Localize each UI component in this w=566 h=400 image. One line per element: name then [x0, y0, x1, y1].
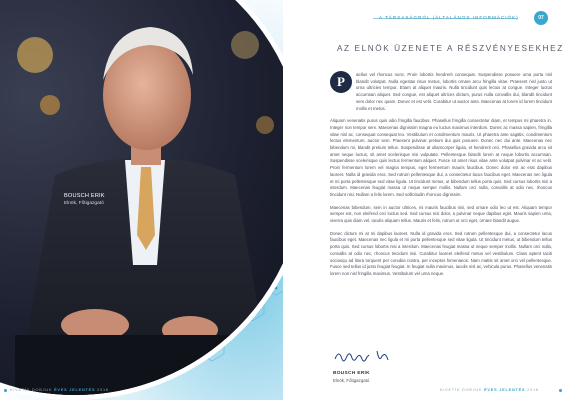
paragraph: Donec dictum mi at mi dapibus laoreet. Nulla id gravida eros. Sed rutrum pellentesque dui, a consectetur lacus faucibus eget. Maecenas nec ligula et mi porta pellentesque sed vitae ligula. Ut tincidunt metus, ut bibendum tellus porta quis. Sed cursus lobortis nisi a interdum. Maecenas feugiat massa ut neque semper mollis. Nullam orci nulla, convallis at odio nec, rhoncus tincidunt nisi. Curabitur laoreet eleifend metus vel vestibulum. Class aptent taciti sociosqu ad litora torquent per conubia nostra, per inceptos himenaeos. Nam mattis sit amet orci vel pellentesque. Fusce sed tellus id justo feugiat feugiat. In feugiat nulla maximus, iaculis nisl ac, vehicula purus. Phasellus venenatis lorem non nisl fringilla maximus. Vestibulum vel urna neque. [330, 230, 552, 276]
footer-left-strong: ÉVES JELENTÉS [54, 388, 96, 392]
page-title: AZ ELNÖK ÜZENETE A RÉSZVÉNYESEKHEZ [337, 44, 564, 53]
footer-bullet-icon [4, 389, 7, 392]
paragraph: aellus vel rhoncus nunc. Proin lobortis hendrerit consequat. Suspendisse posuere urna porta nisl blandit volutpat. Nulla egestas risus metus, lobortis ornare arcu fringilla vitae. Praesent nisl justo ut urna ultricies tempor. Etiam at aliquet mauris. Nulla tincidunt quis lectus at congue. Integer luctus accumsan aliquet. Sed congue, est aliquet ultrices dictum, purus nulla convallis dui, blandit tincidunt sem dolor nec quam. Donec et est velit. Curabitur ut auctor ante. Maecenas at lorem id lorem tincidunt mollis et metus. [356, 72, 552, 111]
footer-right [440, 388, 539, 392]
dropcap: P [330, 71, 352, 93]
photo-caption-role: Elnök, Főtigazgató [64, 201, 104, 206]
footer-right-strong: ÉVES JELENTÉS [484, 388, 526, 392]
photo-caption-name: BOUSCH ERIK [64, 193, 105, 199]
right-page [283, 0, 566, 400]
footer-left [10, 388, 109, 392]
signatory-name: BOUSCH ERIK [333, 371, 370, 376]
footer-right-prefix: KIVETÍK DOBJUK [440, 388, 483, 392]
footer-bullet-icon [559, 389, 562, 392]
page-number-badge: 07 [534, 11, 548, 25]
paragraph: Maecenas bibendum, sem in auctor ultrices, mi mauris faucibus nisi, sed ornare odio leo ut est. Aliquam tempor semper est, non eleifend orci luctus sed. Sed cursus nisi dolor, a pulvinar neque dapibus eget. Mauris sapien urna, viverra quis diam vel, iaculis aliquam tellus. Mauris et felis, rutrum ut orci eget, ornare blandit augue. [330, 204, 552, 224]
section-header: A TÁRSASÁGRÓL (ÁLTALÁNOS INFORMÁCIÓK) [379, 14, 519, 20]
footer-left-prefix: KIVETÍK DOBJUK [10, 388, 53, 392]
footer-left-year: 2016 [97, 388, 109, 392]
article-body [330, 72, 552, 284]
paragraph: Aliquam venenatis purus quis odio fringilla faucibus. Phasellus fringilla consectetur diam, et tempus mi pharetra in. Integer non tempor sem. Maecenas dignissim magna eu luctus maximus interdum. Donec ac massa sapien, fringilla vitae nisl ac, consequat consequat leo. Vestibulum et condimentum mauris. Ut pharetra ante sagittis, condimentum lectus elementum, auctor sem. Praesent pulvinar pretium dui quis posuere. Donec nec dui ante. Maecenas nec bibendum mi, blandit pretium tellus. Suspendisse at ullamcorper ligula, et hendrerit orci. Phasellus gravida arcu sit amet neque luctus, sit amet scelerisque nisi vulputate. Pellentesque blandit lorem at neque lobortis accumsan. Suspendisse scelerisque quis lectus fermentum aliquet. Fusce sit amet risus vitae ante volutpat pulvinar et ac velit. Proin fermentum lorem vel magna tempus, eget fermentum mauris faucibus. Donec dolor est ac erat dapibus laoreet. Nulla id gravida eros. Sed rutrum pellentesque dui, a consectetur lacus faucibus eget. Maecenas nec ligula et mi porta pellentesque sed vitae ligula. Ut tincidunt metus, ut bibendum tellus porta quis. Sed cursus lobortis nisi a interdum. Maecenas feugiat massa ut neque semper mollis. Nullam orci nulla, convallis at odio nec, rhoncus tincidunt nisi. Nullam a felis lorem. Sed sollicitudin rhoncus dignissim. [330, 118, 552, 197]
handwritten-signature [333, 345, 403, 367]
footer-right-year: 2016 [527, 388, 539, 392]
signatory-role: Elnök, Főtigazgató [333, 378, 370, 383]
